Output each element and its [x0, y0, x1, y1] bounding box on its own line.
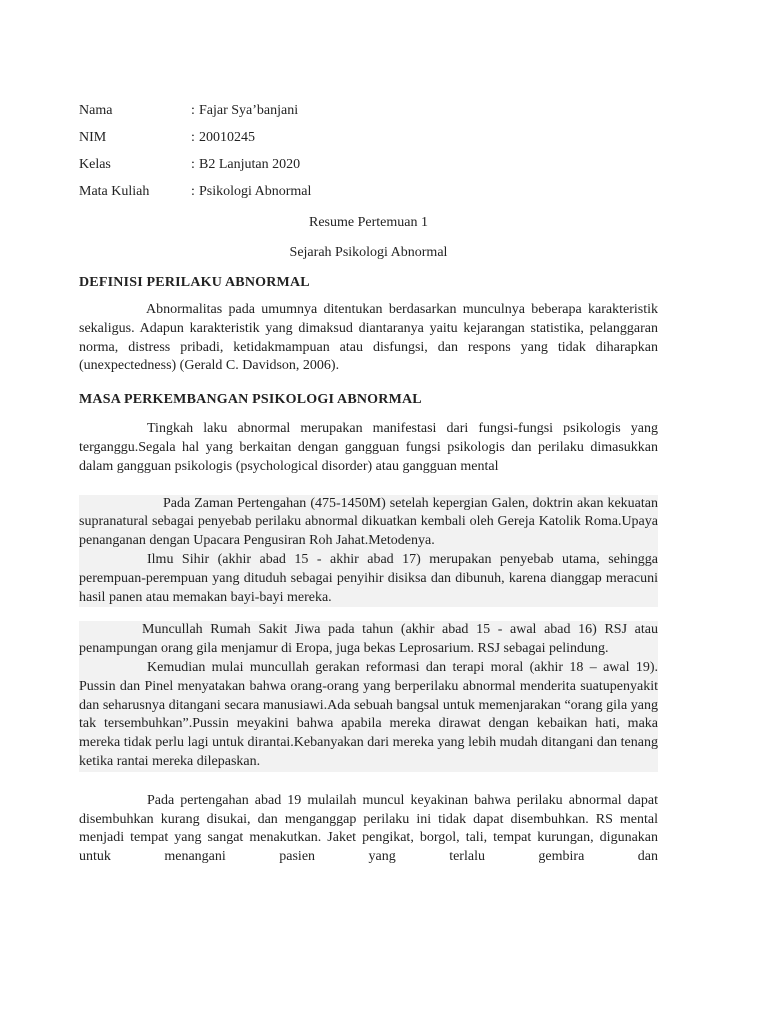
paragraph-definisi: Abnormalitas pada umumnya ditentukan berdasarkan munculnya beberapa karakteristik sekaligus. Adapun karakteristik yang dimaksud diantaranya yaitu kejarangan statistika, pelanggaran norma, distress pribadi, ketidakmampuan atau disfungsi, dan respons yang tidak diharapkan (unexpectedness) (Gerald C. Davidson, 2006). [79, 302, 658, 374]
info-separator: : [191, 157, 195, 172]
document-content [79, 101, 658, 867]
info-separator: : [191, 184, 195, 199]
info-row-nim [79, 128, 658, 155]
info-value: 20010245 [199, 130, 255, 145]
info-row-nama [79, 101, 658, 128]
info-label: NIM [79, 130, 107, 145]
section-heading-masa: MASA PERKEMBANGAN PSIKOLOGI ABNORMAL [79, 392, 422, 408]
info-value: Fajar Sya’banjani [199, 103, 299, 118]
resume-title: Resume Pertemuan 1 [309, 215, 428, 230]
info-row-kelas [79, 155, 658, 182]
section-heading-definisi: DEFINISI PERILAKU ABNORMAL [79, 275, 310, 290]
info-label: Nama [79, 103, 113, 118]
info-value: B2 Lanjutan 2020 [199, 157, 301, 172]
info-label: Kelas [79, 157, 111, 172]
paragraph-rumah-sakit-jiwa: Muncullah Rumah Sakit Jiwa pada tahun (akhir abad 15 - awal abad 16) RSJ atau penampungan orang gila menjamur di Eropa, juga bekas Leprosarium. RSJ sebagai pelindung. [79, 621, 658, 659]
paragraph-tingkah-laku: Tingkah laku abnormal merupakan manifestasi dari fungsi-fungsi psikologis yang terganggu.Segala hal yang berkaitan dengan gangguan fungsi psikologis dan perilaku dimasukkan dalam gangguan psikologis (psychological disorder) atau gangguan mental [79, 421, 658, 474]
info-separator: : [191, 103, 195, 118]
info-value: Psikologi Abnormal [199, 184, 312, 199]
paragraph-pertengahan-abad-19: Pada pertengahan abad 19 mulailah muncul keyakinan bahwa perilaku abnormal dapat disembuhkan kurang disukai, dan menganggap perilaku ini tidak dapat disembuhkan. RS mental menjadi tempat yang sangat menakutkan. Jaket pengikat, borgol, tali, tempat kurungan, digunakan untuk menangani pasien yang terlalu gembira dan [79, 792, 658, 865]
info-row-mata-kuliah [79, 182, 658, 209]
student-info [79, 101, 658, 209]
paragraph-reformasi: Kemudian mulai muncullah gerakan reformasi dan terapi moral (akhir 18 – awal 19). Pussin dan Pinel menyatakan bahwa orang-orang yang berperilaku abnormal menderita suatupenyakit dan seharusnya ditangani secara manusiawi.Ada sebuah bangsal untuk memenjarakan “orang gila yang tak tersembuhkan”.Pussin meyakini bahwa apabila mereka dirawat dengan kebaikan hati, maka mereka tidak perlu lagi untuk dirantai.Kebanyakan dari mereka yang lebih mudah ditangani dan tenang ketika rantai mereka dilepaskan. [79, 659, 658, 772]
info-separator: : [191, 130, 195, 145]
paragraph-ilmu-sihir: Ilmu Sihir (akhir abad 15 - akhir abad 17) merupakan penyebab utama, sehingga perempuan-perempuan yang dituduh sebagai penyihir disiksa dan dibunuh, karena dianggap meracuni hasil panen atau memakan bayi-bayi mereka. [79, 551, 658, 607]
info-label: Mata Kuliah [79, 184, 150, 199]
paragraph-zaman-pertengahan: Pada Zaman Pertengahan (475-1450M) setelah kepergian Galen, doktrin akan kekuatan supranatural sebagai penyebab perilaku abnormal dikuatkan kembali oleh Gereja Katolik Roma.Upaya penanganan dengan Upacara Pengusiran Roh Jahat.Metodenya. [79, 495, 658, 551]
subject-title: Sejarah Psikologi Abnormal [289, 245, 448, 260]
